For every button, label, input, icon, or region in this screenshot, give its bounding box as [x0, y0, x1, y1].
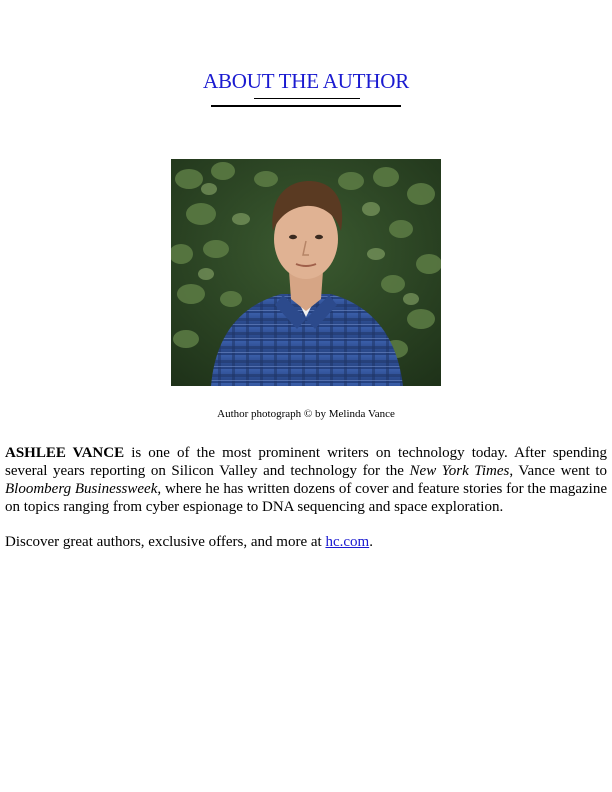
discover-text: Discover great authors, exclusive offers, and more at: [5, 534, 326, 550]
discover-end: .: [369, 534, 373, 550]
publication-name: New York Times: [409, 463, 510, 479]
discover-line: [5, 533, 607, 551]
photo-caption: Author photograph © by Melinda Vance: [217, 408, 395, 420]
bio-text-3: , where he has written dozens of cover and feature stories for the magazine on topics ranging from cyber espionage to DNA sequencing and space exploration.: [5, 481, 607, 515]
title-underline-short: [254, 98, 360, 99]
author-bio: [5, 444, 607, 516]
bio-text-1: is one of the most prominent writers on technology today. After spending several years reporting on Silicon Valley and technology for the: [5, 445, 607, 479]
publication-name: Bloomberg Businessweek: [5, 481, 158, 497]
author-photo: [171, 159, 441, 386]
bio-text-2: , Vance went to: [509, 463, 608, 479]
author-name: ASHLEE VANCE: [5, 445, 125, 461]
page-title: ABOUT THE AUTHOR: [202, 69, 410, 93]
title-underline-long: [211, 105, 401, 107]
hc-link[interactable]: hc.com: [325, 534, 370, 550]
